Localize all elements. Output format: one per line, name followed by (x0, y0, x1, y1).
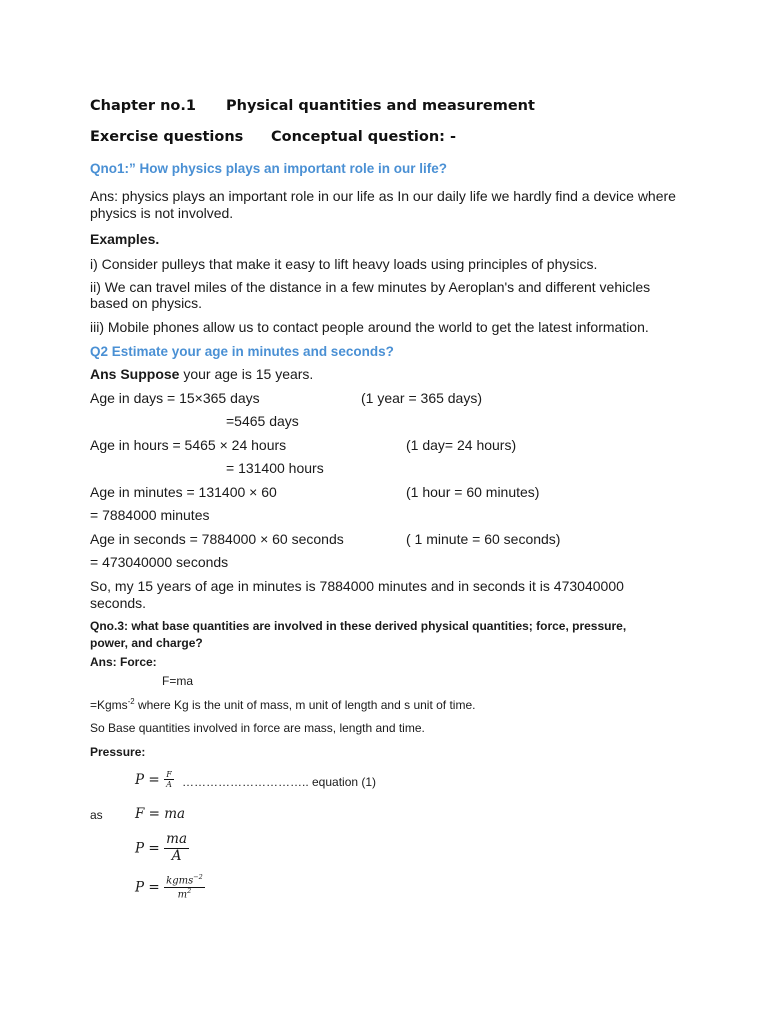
age-minutes-line: Age in minutes = 131400 × 60 (90, 484, 277, 500)
age-minutes-note: (1 hour = 60 minutes) (406, 484, 540, 500)
chapter-number: Chapter no.1 (90, 98, 196, 114)
exercise-heading: Exercise questions (90, 129, 244, 145)
example-3: iii) Mobile phones allow us to contact people around the world to get the latest information. (90, 319, 649, 335)
eq1-fraction (164, 770, 174, 789)
q2-summary-line2: seconds. (90, 595, 147, 611)
example-1: i) Consider pulleys that make it easy to lift heavy loads using principles of physics. (90, 256, 598, 272)
as-label: as (90, 808, 103, 822)
eq4-den-base: m (177, 889, 188, 901)
force-unit-rest: where Kg is the unit of mass, m unit of length and s unit of time. (134, 698, 476, 712)
eq4-lhs: P = (135, 879, 160, 896)
example-2-line2: based on physics. (90, 295, 203, 311)
eq3-fraction (164, 832, 189, 864)
eq4-numerator (164, 874, 205, 888)
age-hours-result: = 131400 hours (226, 460, 324, 476)
examples-label: Examples. (90, 231, 160, 247)
pressure-equation-3 (135, 832, 189, 864)
ans-suppose-rest: your age is 15 years. (179, 366, 314, 382)
pressure-label: Pressure: (90, 745, 146, 759)
ans-suppose-label: Ans Suppose (90, 366, 180, 382)
age-seconds-result: = 473040000 seconds (90, 554, 229, 570)
age-hours-note: (1 day= 24 hours) (406, 437, 517, 453)
chapter-title: Physical quantities and measurement (226, 98, 535, 114)
example-2-line1: ii) We can travel miles of the distance in a few minutes by Aeroplan's and different vehicles (90, 279, 651, 295)
q3-question-line2: power, and charge? (90, 636, 203, 650)
force-formula: F=ma (162, 674, 194, 688)
eq4-num-exp: −2 (193, 873, 203, 881)
q1-answer-line1: Ans: physics plays an important role in our life as In our daily life we hardly find a device where (90, 188, 676, 204)
force-base-quantities: So Base quantities involved in force are mass, length and time. (90, 721, 425, 735)
eq1-denominator: A (166, 780, 172, 790)
eq1-dots-label: ………………………….. equation (1) (182, 775, 377, 789)
eq4-den-exp: 2 (187, 886, 192, 895)
eq4-denominator (164, 888, 205, 901)
age-hours-line: Age in hours = 5465 × 24 hours (90, 437, 287, 453)
age-days-note: (1 year = 365 days) (361, 390, 483, 406)
force-unit-line (90, 697, 475, 712)
eq3-lhs: P = (135, 840, 160, 857)
eq4-fraction (164, 874, 205, 901)
question-1: Qno1:” How physics plays an important role in our life? (90, 161, 448, 176)
eq1-lhs: P = (135, 771, 160, 788)
q3-question-line1: Qno.3: what base quantities are involved in these derived physical quantities; force, pressure, (90, 619, 627, 633)
pressure-equation-4 (135, 874, 205, 901)
q1-answer-line2: physics is not involved. (90, 205, 234, 221)
question-2: Q2 Estimate your age in minutes and seconds? (90, 344, 394, 359)
eq2-force: F = ma (135, 806, 186, 822)
age-seconds-note: ( 1 minute = 60 seconds) (406, 531, 561, 547)
eq4-num-base: kgms (166, 875, 194, 887)
age-days-result: =5465 days (226, 413, 299, 429)
eq3-denominator: A (171, 847, 182, 864)
q2-answer-intro (90, 366, 313, 382)
q2-summary-line1: So, my 15 years of age in minutes is 7884000 minutes and in seconds it is 473040000 (90, 578, 624, 594)
eq3-numerator: ma (166, 831, 187, 847)
age-days-line: Age in days = 15×365 days (90, 390, 260, 406)
force-unit-exponent: -2 (127, 697, 135, 706)
eq1-numerator: F (164, 770, 174, 780)
age-seconds-line: Age in seconds = 7884000 × 60 seconds (90, 531, 344, 547)
age-minutes-result: = 7884000 minutes (90, 507, 210, 523)
force-label: Ans: Force: (90, 655, 157, 669)
conceptual-heading: Conceptual question: - (271, 129, 457, 145)
pressure-equation-1 (135, 770, 174, 789)
force-unit-prefix: =Kgms (90, 698, 128, 712)
